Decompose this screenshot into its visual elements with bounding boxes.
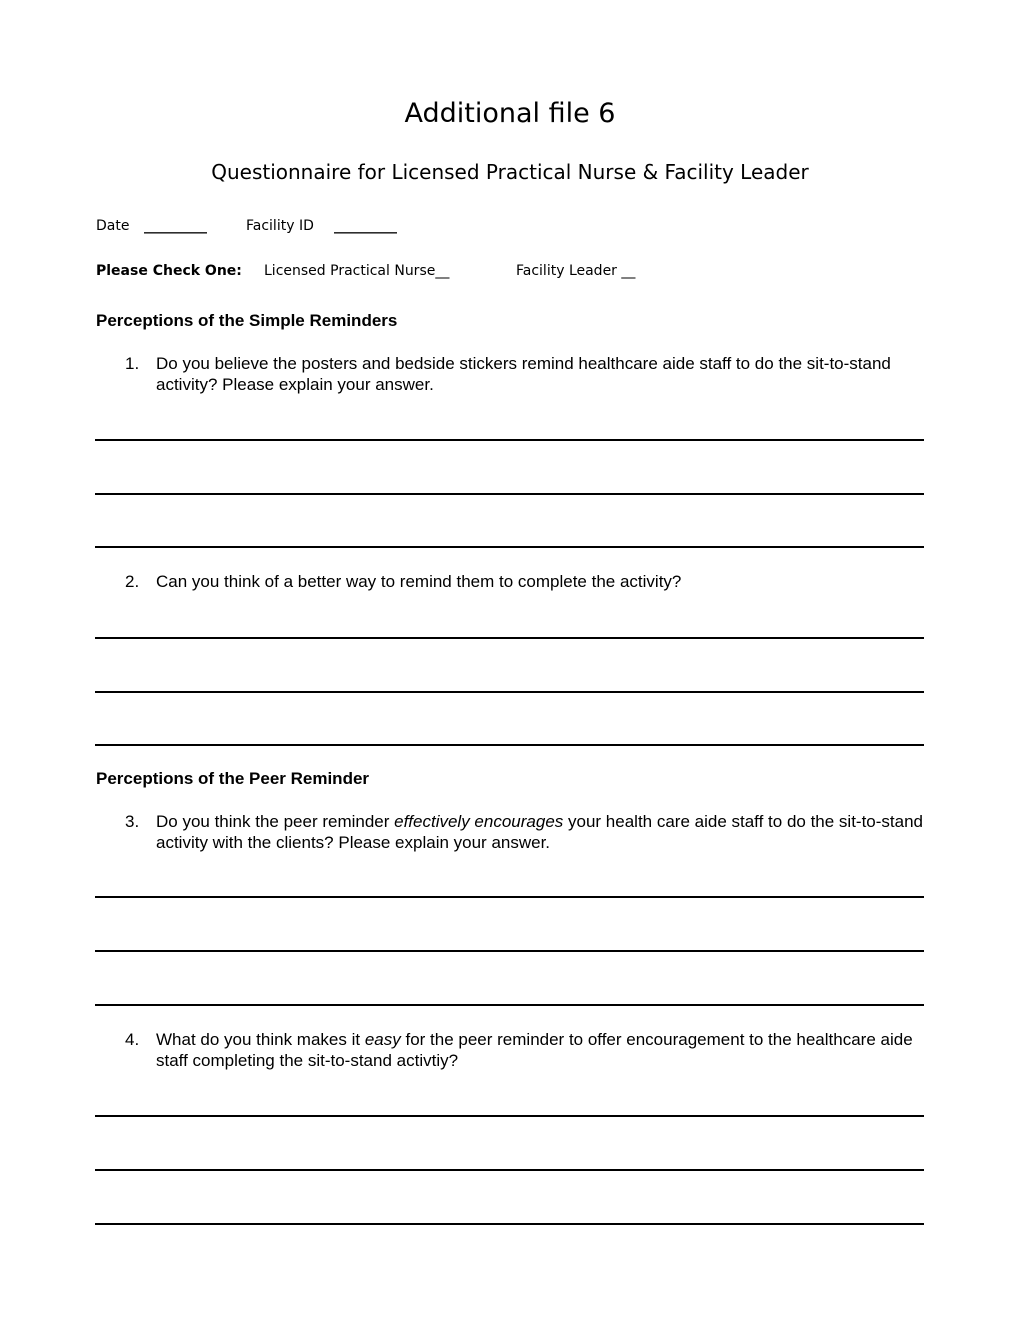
answer-line-q4-3[interactable]	[95, 1223, 924, 1225]
document-subtitle: Questionnaire for Licensed Practical Nurse & Facility Leader	[211, 160, 809, 184]
question-text	[156, 1029, 925, 1071]
question-text-part: Do you think the peer reminder	[156, 812, 395, 831]
date-label: Date	[96, 218, 130, 234]
answer-line-q1-3[interactable]	[95, 546, 924, 548]
facility-id-label: Facility ID	[246, 218, 314, 234]
answer-line-q1-1[interactable]	[95, 439, 924, 441]
question-emphasis: effectively encourages	[394, 812, 564, 831]
answer-line-q2-2[interactable]	[95, 691, 924, 693]
answer-line-q4-2[interactable]	[95, 1169, 924, 1171]
date-field[interactable]: _________	[144, 218, 207, 234]
question-text-part: for the peer reminder to offer encouragement to the healthcare aide staff completing the sit-to-stand activtiy?	[156, 1030, 913, 1070]
question-number: 1.	[125, 354, 140, 373]
meta-row	[96, 218, 397, 234]
document-title: Additional file 6	[404, 98, 616, 129]
question-number: 2.	[125, 572, 140, 591]
role-option-facility-leader[interactable]: Facility Leader __	[516, 263, 636, 279]
question-2	[125, 571, 925, 592]
role-check-row	[96, 263, 635, 279]
question-text-part: What do you think makes it	[156, 1030, 365, 1049]
section-heading-simple-reminders: Perceptions of the Simple Reminders	[96, 311, 398, 330]
role-check-label: Please Check One:	[96, 263, 242, 279]
answer-line-q3-2[interactable]	[95, 950, 924, 952]
facility-id-field[interactable]: _________	[334, 218, 397, 234]
answer-line-q2-3[interactable]	[95, 744, 924, 746]
answer-line-q4-1[interactable]	[95, 1115, 924, 1117]
question-number: 3.	[125, 812, 140, 831]
question-text-part: your health care aide staff to do the sit-to-stand activity with the clients? Please explain your answer.	[156, 812, 924, 852]
answer-line-q3-3[interactable]	[95, 1004, 924, 1006]
question-emphasis: easy	[364, 1030, 401, 1049]
question-3	[125, 811, 925, 853]
question-text	[156, 811, 925, 853]
question-4	[125, 1029, 925, 1071]
answer-line-q3-1[interactable]	[95, 896, 924, 898]
question-number: 4.	[125, 1030, 140, 1049]
role-option-lpn[interactable]: Licensed Practical Nurse__	[264, 263, 450, 279]
question-text: Can you think of a better way to remind them to complete the activity?	[156, 572, 682, 591]
question-text: Do you believe the posters and bedside stickers remind healthcare aide staff to do the sit-to-stand activity? Please explain your answer.	[156, 354, 891, 394]
section-heading-peer-reminder: Perceptions of the Peer Reminder	[96, 769, 370, 788]
answer-line-q1-2[interactable]	[95, 493, 924, 495]
question-1	[125, 353, 925, 395]
answer-line-q2-1[interactable]	[95, 637, 924, 639]
